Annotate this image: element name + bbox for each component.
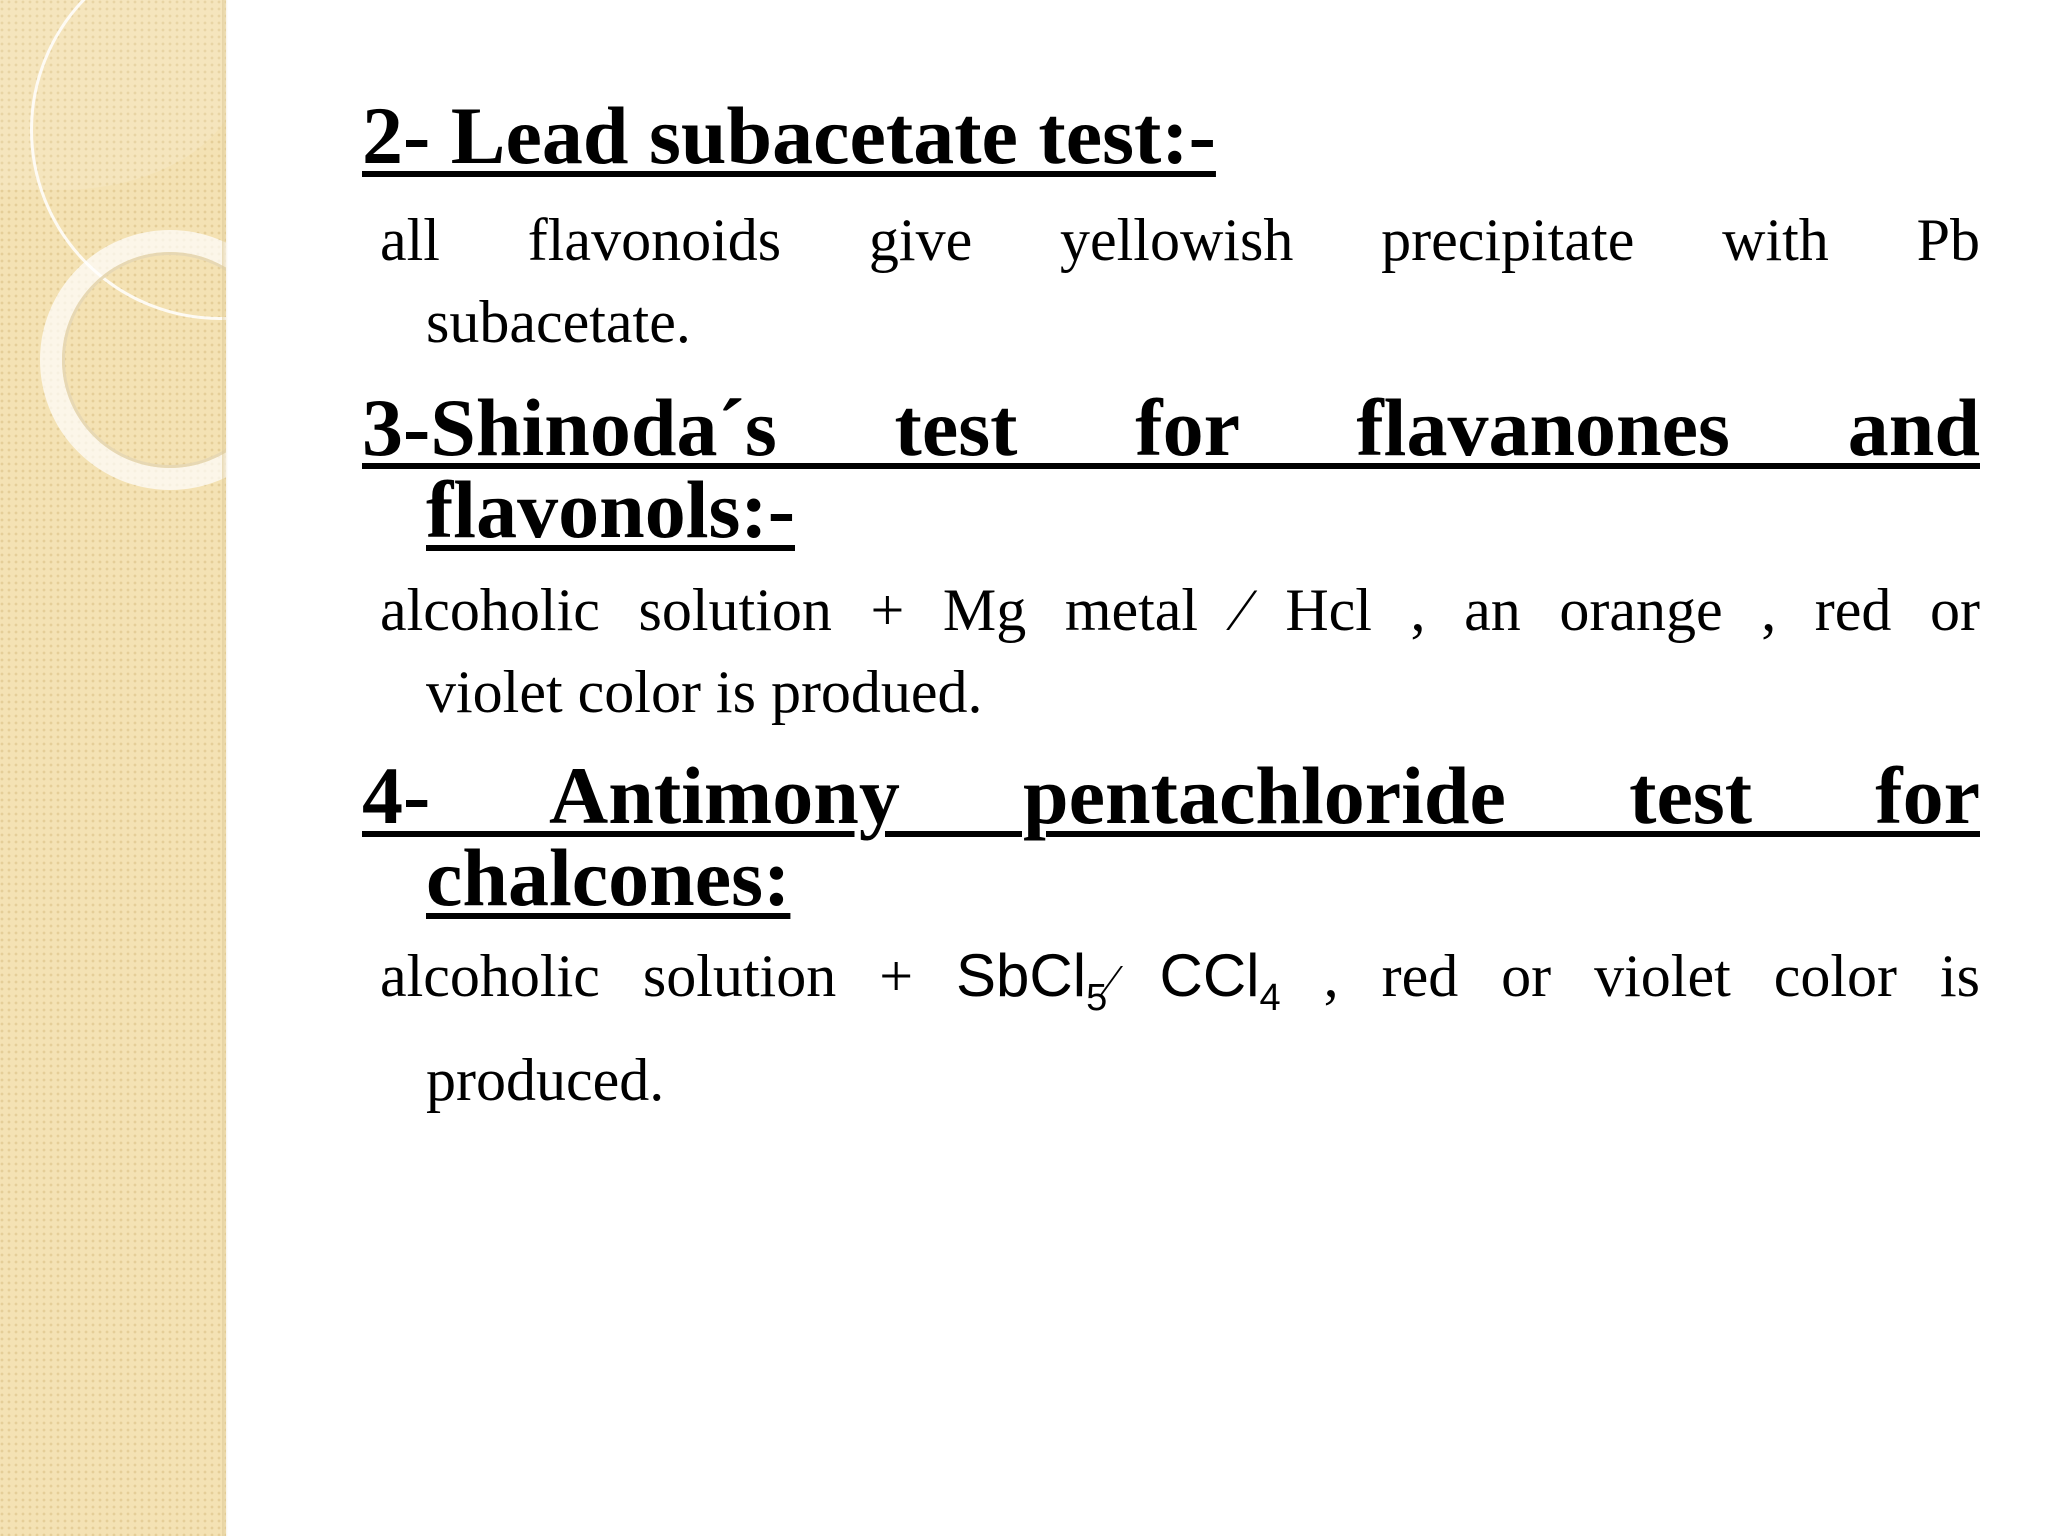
body-line: violet color is produed. (426, 659, 983, 725)
section-body-shinoda (362, 569, 1980, 733)
heading-line: flavonols:- (426, 464, 795, 555)
formula-sbcl5 (956, 942, 1108, 1019)
body-line: alcoholic solution + Mg metal ⁄ Hcl , an orange , red or (380, 577, 1980, 643)
body-line: produced. (426, 1047, 665, 1113)
formula-subscript: 5 (1086, 977, 1108, 1019)
section-heading-antimony (362, 750, 1980, 923)
body-line: all flavonoids give yellowish precipitate with Pb (380, 207, 1980, 273)
heading-line: 2- Lead subacetate test:- (362, 90, 1216, 181)
heading-line: chalcones: (426, 832, 791, 923)
section-body-antimony (362, 935, 1980, 1121)
slide-content (362, 90, 1980, 1121)
heading-line: 3-Shinoda´s test for flavanones and (362, 382, 1980, 473)
formula-text: CCl (1114, 942, 1260, 1009)
body-prefix: alcoholic solution + (380, 943, 956, 1009)
body-line: subacetate. (426, 289, 691, 355)
formula-text: SbCl (956, 942, 1087, 1009)
section-body-lead-subacetate (362, 199, 1980, 363)
formula-slash: ⁄ (1107, 955, 1115, 1006)
formula-ccl4 (1114, 942, 1281, 1019)
formula-subscript: 4 (1259, 977, 1281, 1019)
side-strip-edge (222, 0, 228, 1536)
decorative-side-strip (0, 0, 226, 1536)
heading-line: 4- Antimony pentachloride test for (362, 750, 1980, 841)
section-heading-lead-subacetate (362, 90, 1980, 181)
body-line-formula (362, 935, 1980, 1039)
section-heading-shinoda (362, 382, 1980, 555)
body-suffix: , red or violet color is (1280, 943, 1980, 1009)
